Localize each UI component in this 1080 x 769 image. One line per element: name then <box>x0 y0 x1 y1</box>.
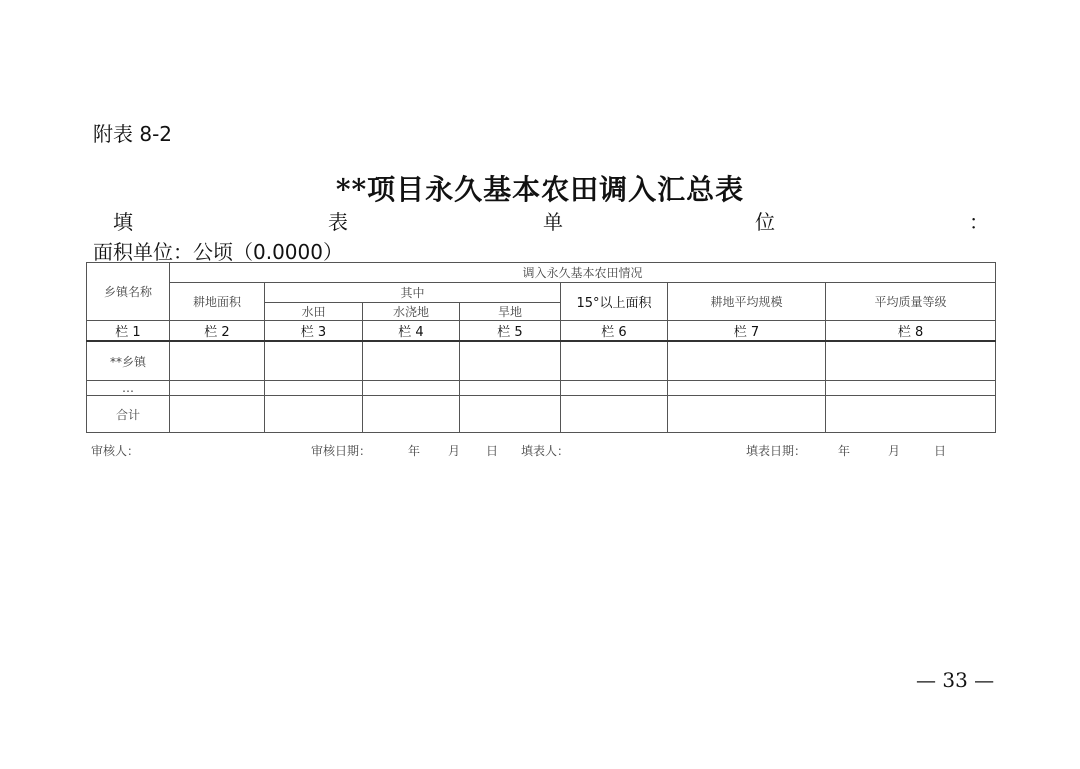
cell <box>561 381 668 396</box>
col-label-1: 栏 1 <box>87 321 170 342</box>
fill-unit-char-1: 填 <box>113 210 133 234</box>
cell <box>668 341 826 381</box>
fill-day: 日 <box>934 444 947 458</box>
fill-unit-char-4: 位 <box>755 210 775 234</box>
review-year: 年 <box>408 444 421 458</box>
col-label-8: 栏 8 <box>826 321 996 342</box>
cell <box>668 381 826 396</box>
row-label-total: 合计 <box>87 396 170 433</box>
page-number: — 33 — <box>916 668 995 692</box>
summary-table <box>86 262 996 433</box>
header-avg-plot-size: 耕地平均规模 <box>668 283 826 321</box>
cell <box>170 341 265 381</box>
cell <box>460 341 561 381</box>
cell <box>561 341 668 381</box>
col-label-3: 栏 3 <box>265 321 363 342</box>
cell <box>170 381 265 396</box>
col-label-6: 栏 6 <box>561 321 668 342</box>
signature-footer <box>86 442 995 462</box>
cell <box>826 341 996 381</box>
cell <box>363 396 460 433</box>
cell <box>363 381 460 396</box>
header-avg-quality-grade: 平均质量等级 <box>826 283 996 321</box>
cell <box>561 396 668 433</box>
col-label-4: 栏 4 <box>363 321 460 342</box>
fill-unit-line <box>113 206 989 234</box>
fill-date-label: 填表日期： <box>746 444 807 458</box>
fill-unit-char-3: 单 <box>543 210 563 234</box>
cell <box>826 396 996 433</box>
fill-unit-char-2: 表 <box>328 210 348 234</box>
fill-month: 月 <box>888 444 901 458</box>
header-dryland: 旱地 <box>460 303 561 321</box>
page-title: **项目永久基本农田调入汇总表 <box>335 173 745 206</box>
review-month: 月 <box>448 444 461 458</box>
table-row <box>87 396 996 433</box>
cell <box>668 396 826 433</box>
row-label-ellipsis: … <box>87 381 170 396</box>
table-row <box>87 341 996 381</box>
cell <box>265 381 363 396</box>
cell <box>265 396 363 433</box>
cell <box>170 396 265 433</box>
header-of-which: 其中 <box>265 283 561 303</box>
header-slope-area: 15°以上面积 <box>561 283 668 321</box>
cell <box>460 381 561 396</box>
review-day: 日 <box>486 444 499 458</box>
col-label-2: 栏 2 <box>170 321 265 342</box>
cell <box>363 341 460 381</box>
fill-year: 年 <box>838 444 851 458</box>
col-label-5: 栏 5 <box>460 321 561 342</box>
header-paddy: 水田 <box>265 303 363 321</box>
header-arable-area: 耕地面积 <box>170 283 265 321</box>
col-label-7: 栏 7 <box>668 321 826 342</box>
header-irrigated: 水浇地 <box>363 303 460 321</box>
cell <box>826 381 996 396</box>
reviewer-label: 审核人： <box>91 444 140 458</box>
filler-label: 填表人： <box>521 444 570 458</box>
row-label-town: **乡镇 <box>87 341 170 381</box>
table-row <box>87 381 996 396</box>
cell <box>460 396 561 433</box>
cell <box>265 341 363 381</box>
header-group: 调入永久基本农田情况 <box>170 263 996 283</box>
header-town-name: 乡镇名称 <box>87 263 170 321</box>
fill-unit-colon: ： <box>969 210 989 234</box>
review-date-label: 审核日期： <box>311 444 372 458</box>
appendix-label: 附表 8-2 <box>93 122 173 146</box>
area-unit: 面积单位：公顷（0.0000） <box>93 240 343 264</box>
